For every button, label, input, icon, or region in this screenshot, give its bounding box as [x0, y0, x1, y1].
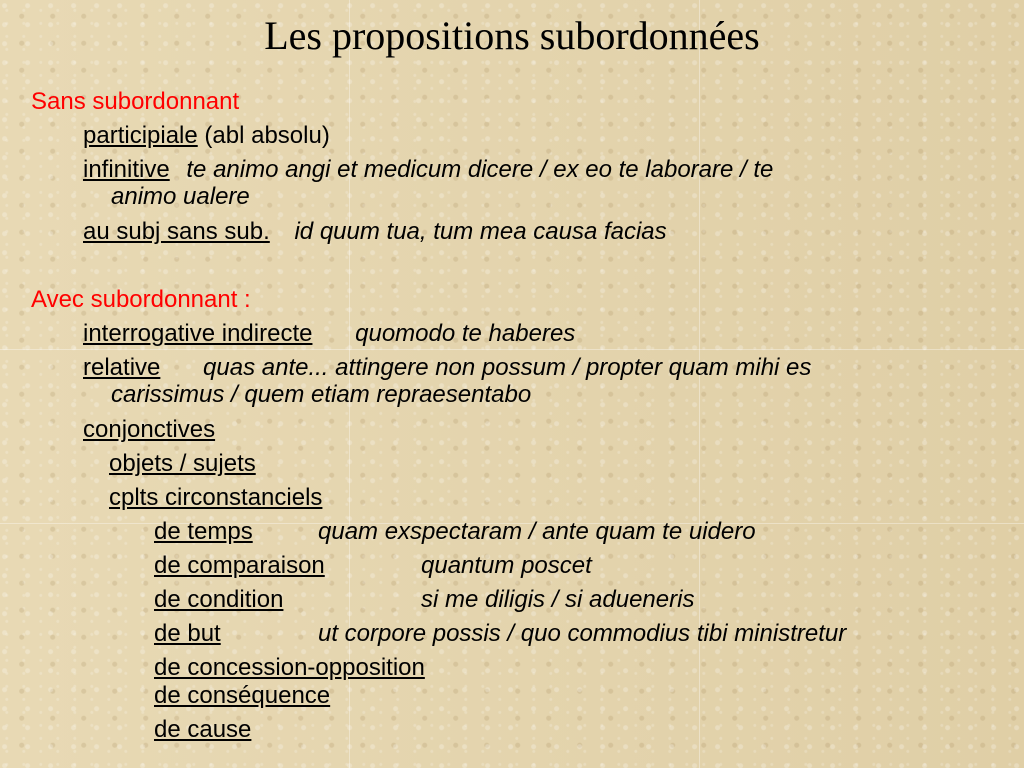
- label-condition: de condition: [154, 586, 284, 613]
- row-interrogative: [83, 320, 575, 348]
- example-interrogative: quomodo te haberes: [355, 320, 576, 347]
- row-consequence: [154, 682, 330, 710]
- example-but: ut corpore possis / quo commodius tibi ministretur: [318, 620, 847, 647]
- example-relative-cont: carissimus / quem etiam repraesentabo: [111, 381, 532, 408]
- label-objets: objets / sujets: [109, 450, 256, 477]
- example-relative: quas ante... attingere non possum / propter quam mihi es: [203, 354, 812, 381]
- row-participiale: [83, 122, 330, 150]
- example-infinitive-cont: animo ualere: [111, 183, 250, 210]
- row-comparaison: [154, 552, 325, 580]
- label-cause: de cause: [154, 716, 252, 743]
- row-cause: [154, 716, 251, 744]
- label-interrogative: interrogative indirecte: [83, 320, 313, 347]
- example-temps: quam exspectaram / ante quam te uidero: [318, 518, 756, 545]
- label-subj: au subj sans sub.: [83, 218, 270, 245]
- texture-seam: [699, 0, 700, 768]
- heading-avec-subordonnant: Avec subordonnant :: [31, 286, 251, 313]
- label-participiale: participiale: [83, 122, 198, 149]
- label-comparaison: de comparaison: [154, 552, 325, 579]
- label-but: de but: [154, 620, 221, 647]
- row-cplts: [109, 484, 322, 512]
- heading-sans-subordonnant: Sans subordonnant: [31, 88, 240, 115]
- row-condition: [154, 586, 283, 614]
- example-condition: si me diligis / si adueneris: [421, 586, 695, 613]
- example-subj: id quum tua, tum mea causa facias: [294, 218, 667, 245]
- label-temps: de temps: [154, 518, 253, 545]
- row-subj: [83, 218, 667, 246]
- label-concession: de concession-opposition: [154, 654, 425, 681]
- row-relative: [83, 354, 811, 382]
- example-infinitive: te animo angi et medicum dicere / ex eo te laborare / te: [186, 156, 774, 183]
- slide-title: Les propositions subordonnées: [264, 13, 760, 58]
- example-comparaison: quantum poscet: [421, 552, 592, 579]
- row-infinitive: [83, 156, 773, 184]
- row-concession: [154, 654, 425, 682]
- label-cplts: cplts circonstanciels: [109, 484, 323, 511]
- label-consequence: de conséquence: [154, 682, 331, 709]
- label-relative: relative: [83, 354, 161, 381]
- row-but: [154, 620, 221, 648]
- label-infinitive: infinitive: [83, 156, 170, 183]
- label-conjonctives: conjonctives: [83, 416, 216, 443]
- note-participiale: (abl absolu): [197, 122, 330, 149]
- row-objets: [109, 450, 256, 478]
- texture-seam: [0, 349, 1024, 350]
- row-temps: [154, 518, 253, 546]
- row-conjonctives: [83, 416, 215, 444]
